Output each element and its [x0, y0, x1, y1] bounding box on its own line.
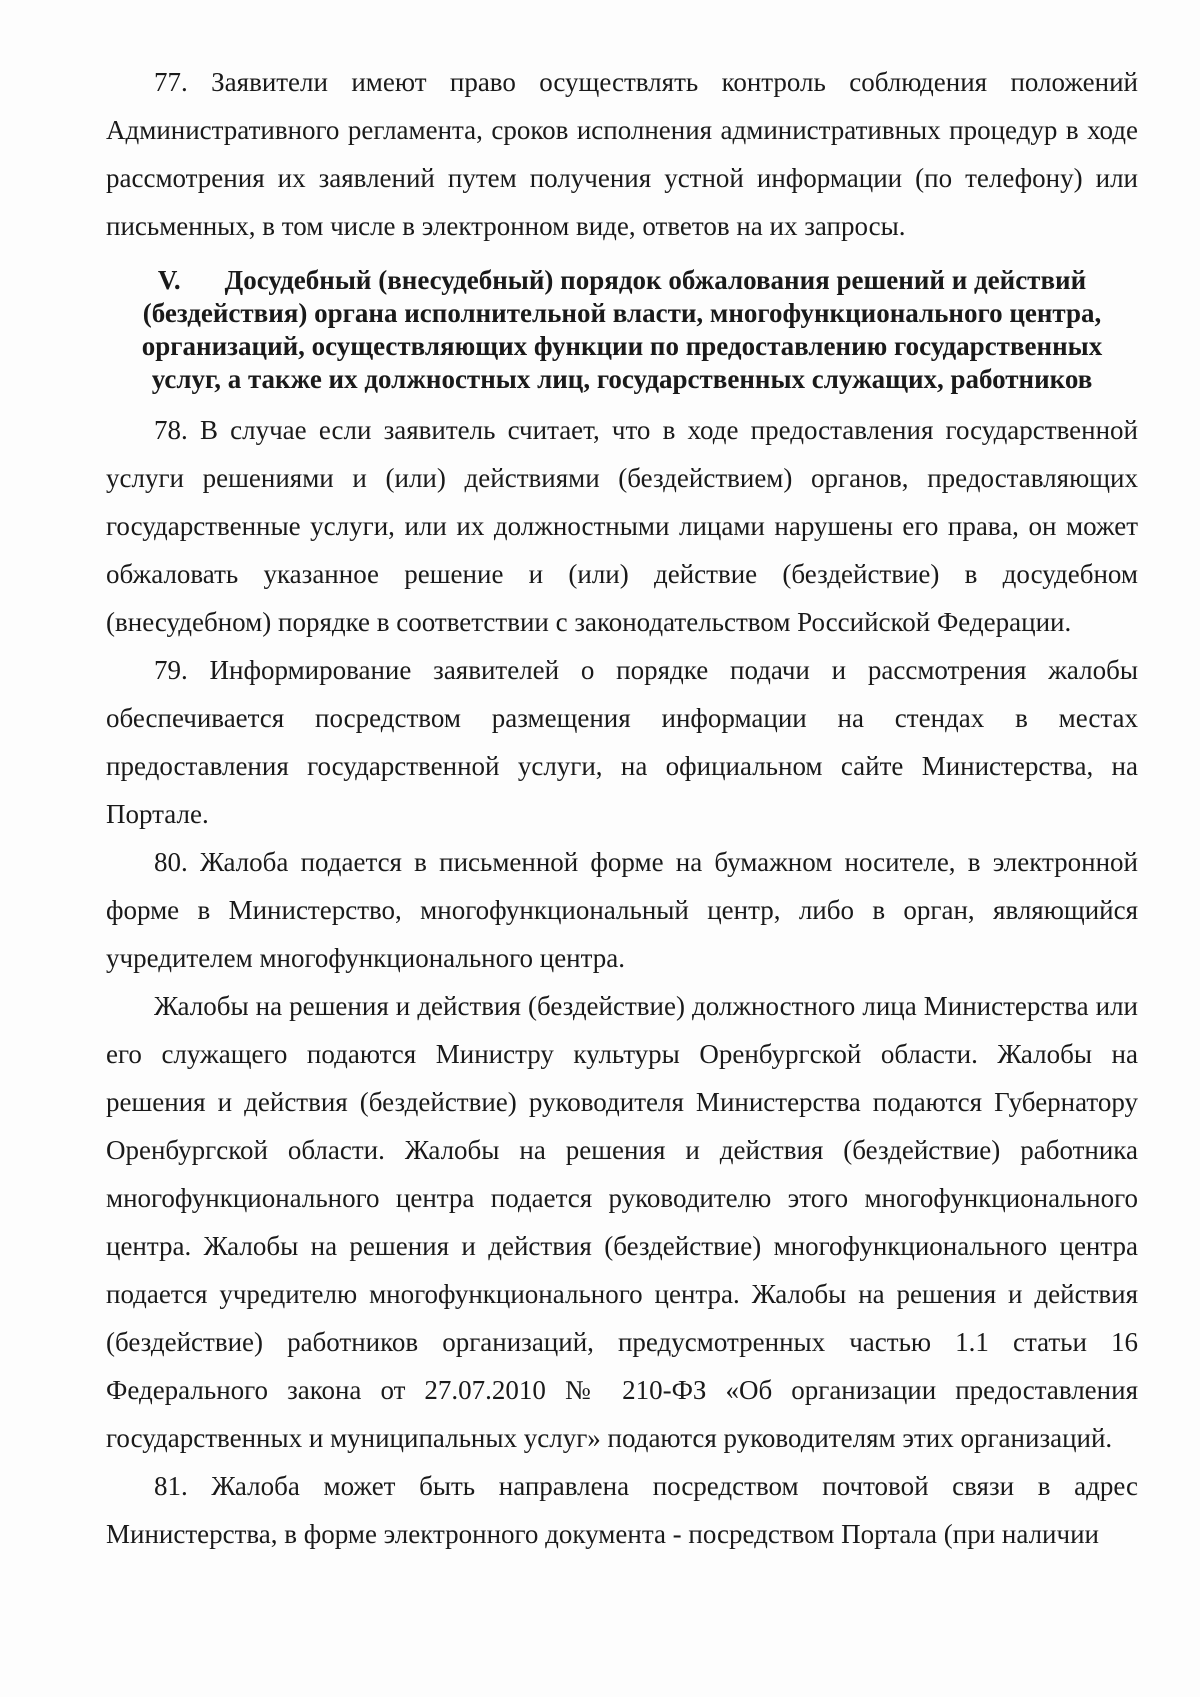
paragraph-80-continuation: Жалобы на решения и действия (бездействие) должностного лица Министерства или его служащего подаются Министру культуры Оренбургской области. Жалобы на решения и действия (бездействие) руководителя Министерства подаются Губернатору Оренбургской области. Жалобы на решения и действия (бездействие) работника многофункционального центра подается руководителю этого многофункционального центра. Жалобы на решения и действия (бездействие) многофункционального центра подается учредителю многофункционального центра. Жалобы на решения и действия (бездействие) работников организаций, предусмотренных частью 1.1 статьи 16 Федерального закона от 27.07.2010 № 210-ФЗ «Об организации предоставления государственных и муниципальных услуг» подаются руководителям этих организаций.	[106, 991, 1138, 1453]
section-heading	[106, 264, 1138, 396]
paragraph-80: 80. Жалоба подается в письменной форме на бумажном носителе, в электронной форме в Министерство, многофункциональный центр, либо в орган, являющийся учредителем многофункционального центра.	[106, 847, 1138, 973]
paragraph-78: 78. В случае если заявитель считает, что в ходе предоставления государственной услуги решениями и (или) действиями (бездействием) органов, предоставляющих государственные услуги, или их должностными лицами нарушены его права, он может обжаловать указанное решение и (или) действие (бездействие) в досудебном (внесудебном) порядке в соответствии с законодательством Российской Федерации.	[106, 415, 1138, 637]
paragraph-79: 79. Информирование заявителей о порядке подачи и рассмотрения жалобы обеспечивается посредством размещения информации на стендах в местах предоставления государственной услуги, на официальном сайте Министерства, на Портале.	[106, 655, 1138, 829]
document-body	[106, 58, 1138, 1558]
paragraph-81: 81. Жалоба может быть направлена посредством почтовой связи в адрес Министерства, в форме электронного документа - посредством Портала (при наличии	[106, 1471, 1138, 1549]
section-number: V.	[157, 265, 181, 295]
section-title: Досудебный (внесудебный) порядок обжалования решений и действий (бездействия) органа исполнительной власти, многофункционального центра, организаций, осуществляющих функции по предоставлению государственных услуг, а также их должностных лиц, государственных служащих, работников	[141, 265, 1103, 394]
paragraph-77: 77. Заявители имеют право осуществлять контроль соблюдения положений Административного регламента, сроков исполнения административных процедур в ходе рассмотрения их заявлений путем получения устной информации (по телефону) или письменных, в том числе в электронном виде, ответов на их запросы.	[106, 67, 1138, 241]
